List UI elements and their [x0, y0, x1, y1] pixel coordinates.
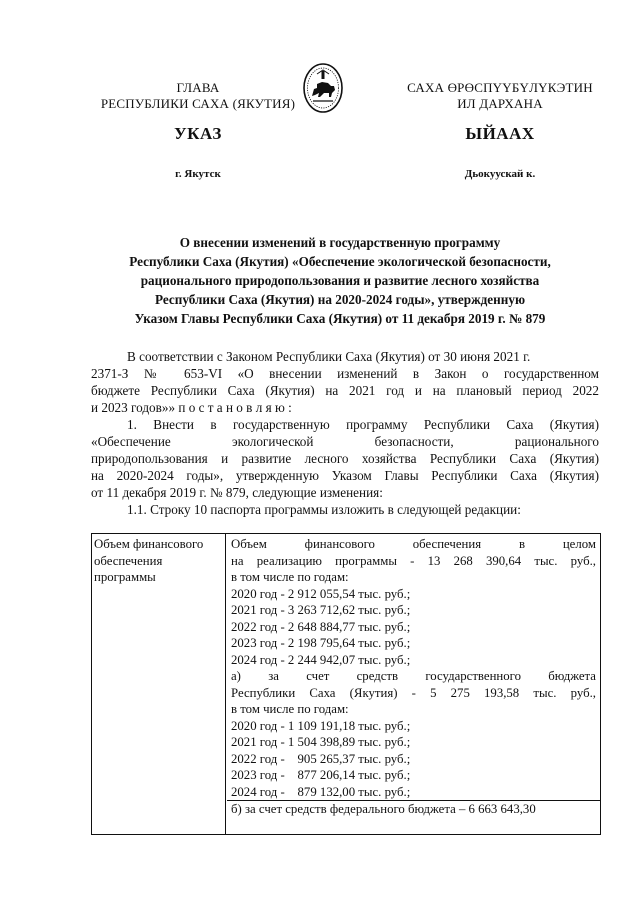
- table-value-line: в том числе по годам:: [231, 570, 349, 584]
- title-line: Указом Главы Республики Саха (Якутия) от 11 декабря 2019 г. № 879: [134, 311, 546, 326]
- passport-table: [91, 533, 601, 835]
- point-1-1: 1.1. Строку 10 паспорта программы изложить в следующей редакции:: [127, 502, 521, 517]
- table-cell-value: [227, 534, 600, 834]
- table-value-line: Республики Саха (Якутия) - 5 275 193,58 тыс. руб.,: [231, 685, 596, 700]
- table-value-line: а) за счет средств государственного бюджета: [231, 669, 596, 683]
- table-value-line: 2024 год - 879 132,00 тыс. руб.;: [227, 784, 600, 802]
- preamble-line: В соответствии с Законом Республики Саха (Якутия) от 30 июня 2021 г.: [127, 349, 531, 364]
- table-value-line: 2022 год - 905 265,37 тыс. руб.;: [231, 751, 411, 766]
- point1-line: на 2020-2024 годы», утвержденную Указом Главы Республики Саха (Якутия): [91, 468, 599, 483]
- header-right-line1: САХА ӨРӨСПҮҮБҮЛҮКЭТИН: [407, 80, 593, 95]
- header-right-line2: ИЛ ДАРХАНА: [457, 96, 543, 111]
- header-left-line2: РЕСПУБЛИКИ САХА (ЯКУТИЯ): [100, 96, 296, 111]
- table-label-line: программы: [94, 570, 156, 584]
- title-line: О внесении изменений в государственную программу: [179, 235, 501, 250]
- preamble-line: бюджете Республики Саха (Якутия) на 2021 год и на плановый период 2022: [91, 383, 599, 398]
- table-value-line: 2023 год - 877 206,14 тыс. руб.;: [231, 768, 411, 782]
- preamble-line: и 2023 годов»» п о с т а н о в л я ю :: [91, 400, 292, 415]
- table-value-line: 2020 год - 1 109 191,18 тыс. руб.;: [231, 718, 411, 733]
- table-value-line: в том числе по годам:: [231, 702, 349, 716]
- table-label-line: Объем финансового: [94, 537, 204, 551]
- title-line: Республики Саха (Якутия) на 2020-2024 годы», утвержденную: [154, 292, 526, 307]
- header-left-block: [78, 80, 318, 112]
- title-line: Республики Саха (Якутия) «Обеспечение экологической безопасности,: [129, 254, 551, 269]
- city-ru: г. Якутск: [175, 168, 221, 180]
- decree-body: [91, 348, 599, 518]
- table-value-line: 2020 год - 2 912 055,54 тыс. руб.;: [231, 586, 411, 601]
- doc-type-sah: ЫЙААХ: [465, 124, 535, 143]
- sakha-coat-of-arms-icon: [302, 62, 344, 114]
- point1-line: 1. Внести в государственную программу Республики Саха (Якутия): [127, 417, 599, 432]
- decree-title: [80, 233, 600, 328]
- table-value-line: 2022 год - 2 648 884,77 тыс. руб.;: [231, 619, 411, 634]
- table-value-line: на реализацию программы - 13 268 390,64 тыс. руб.,: [231, 553, 596, 568]
- table-value-line: 2023 год - 2 198 795,64 тыс. руб.;: [231, 636, 411, 650]
- header-right-block: [375, 80, 625, 112]
- point1-line: природопользования и развитие лесного хозяйства Республики Саха (Якутия): [91, 451, 599, 466]
- doc-type-ru: УКАЗ: [174, 124, 222, 143]
- title-line: рационального природопользования и развитие лесного хозяйства: [140, 273, 540, 288]
- point1-line: «Обеспечение экологической безопасности, рационального: [91, 434, 599, 449]
- city-sah: Дьокуускай к.: [464, 168, 536, 180]
- table-value-line: 2024 год - 2 244 942,07 тыс. руб.;: [231, 652, 411, 667]
- table-label-line: обеспечения: [94, 553, 163, 568]
- table-value-line: Объем финансового обеспечения в целом: [231, 537, 596, 551]
- table-value-line: б) за счет средств федерального бюджета – 6 663 643,30: [231, 802, 536, 816]
- table-value-line: 2021 год - 1 504 398,89 тыс. руб.;: [231, 735, 411, 749]
- preamble-line: 2371-З № 653-VI «О внесении изменений в Закон о государственном: [91, 366, 599, 381]
- header-left-line1: ГЛАВА: [176, 80, 220, 95]
- table-value-line: 2021 год - 3 263 712,62 тыс. руб.;: [231, 603, 411, 617]
- table-cell-label: [92, 534, 226, 834]
- point1-line: от 11 декабря 2019 г. № 879, следующие изменения:: [91, 485, 383, 500]
